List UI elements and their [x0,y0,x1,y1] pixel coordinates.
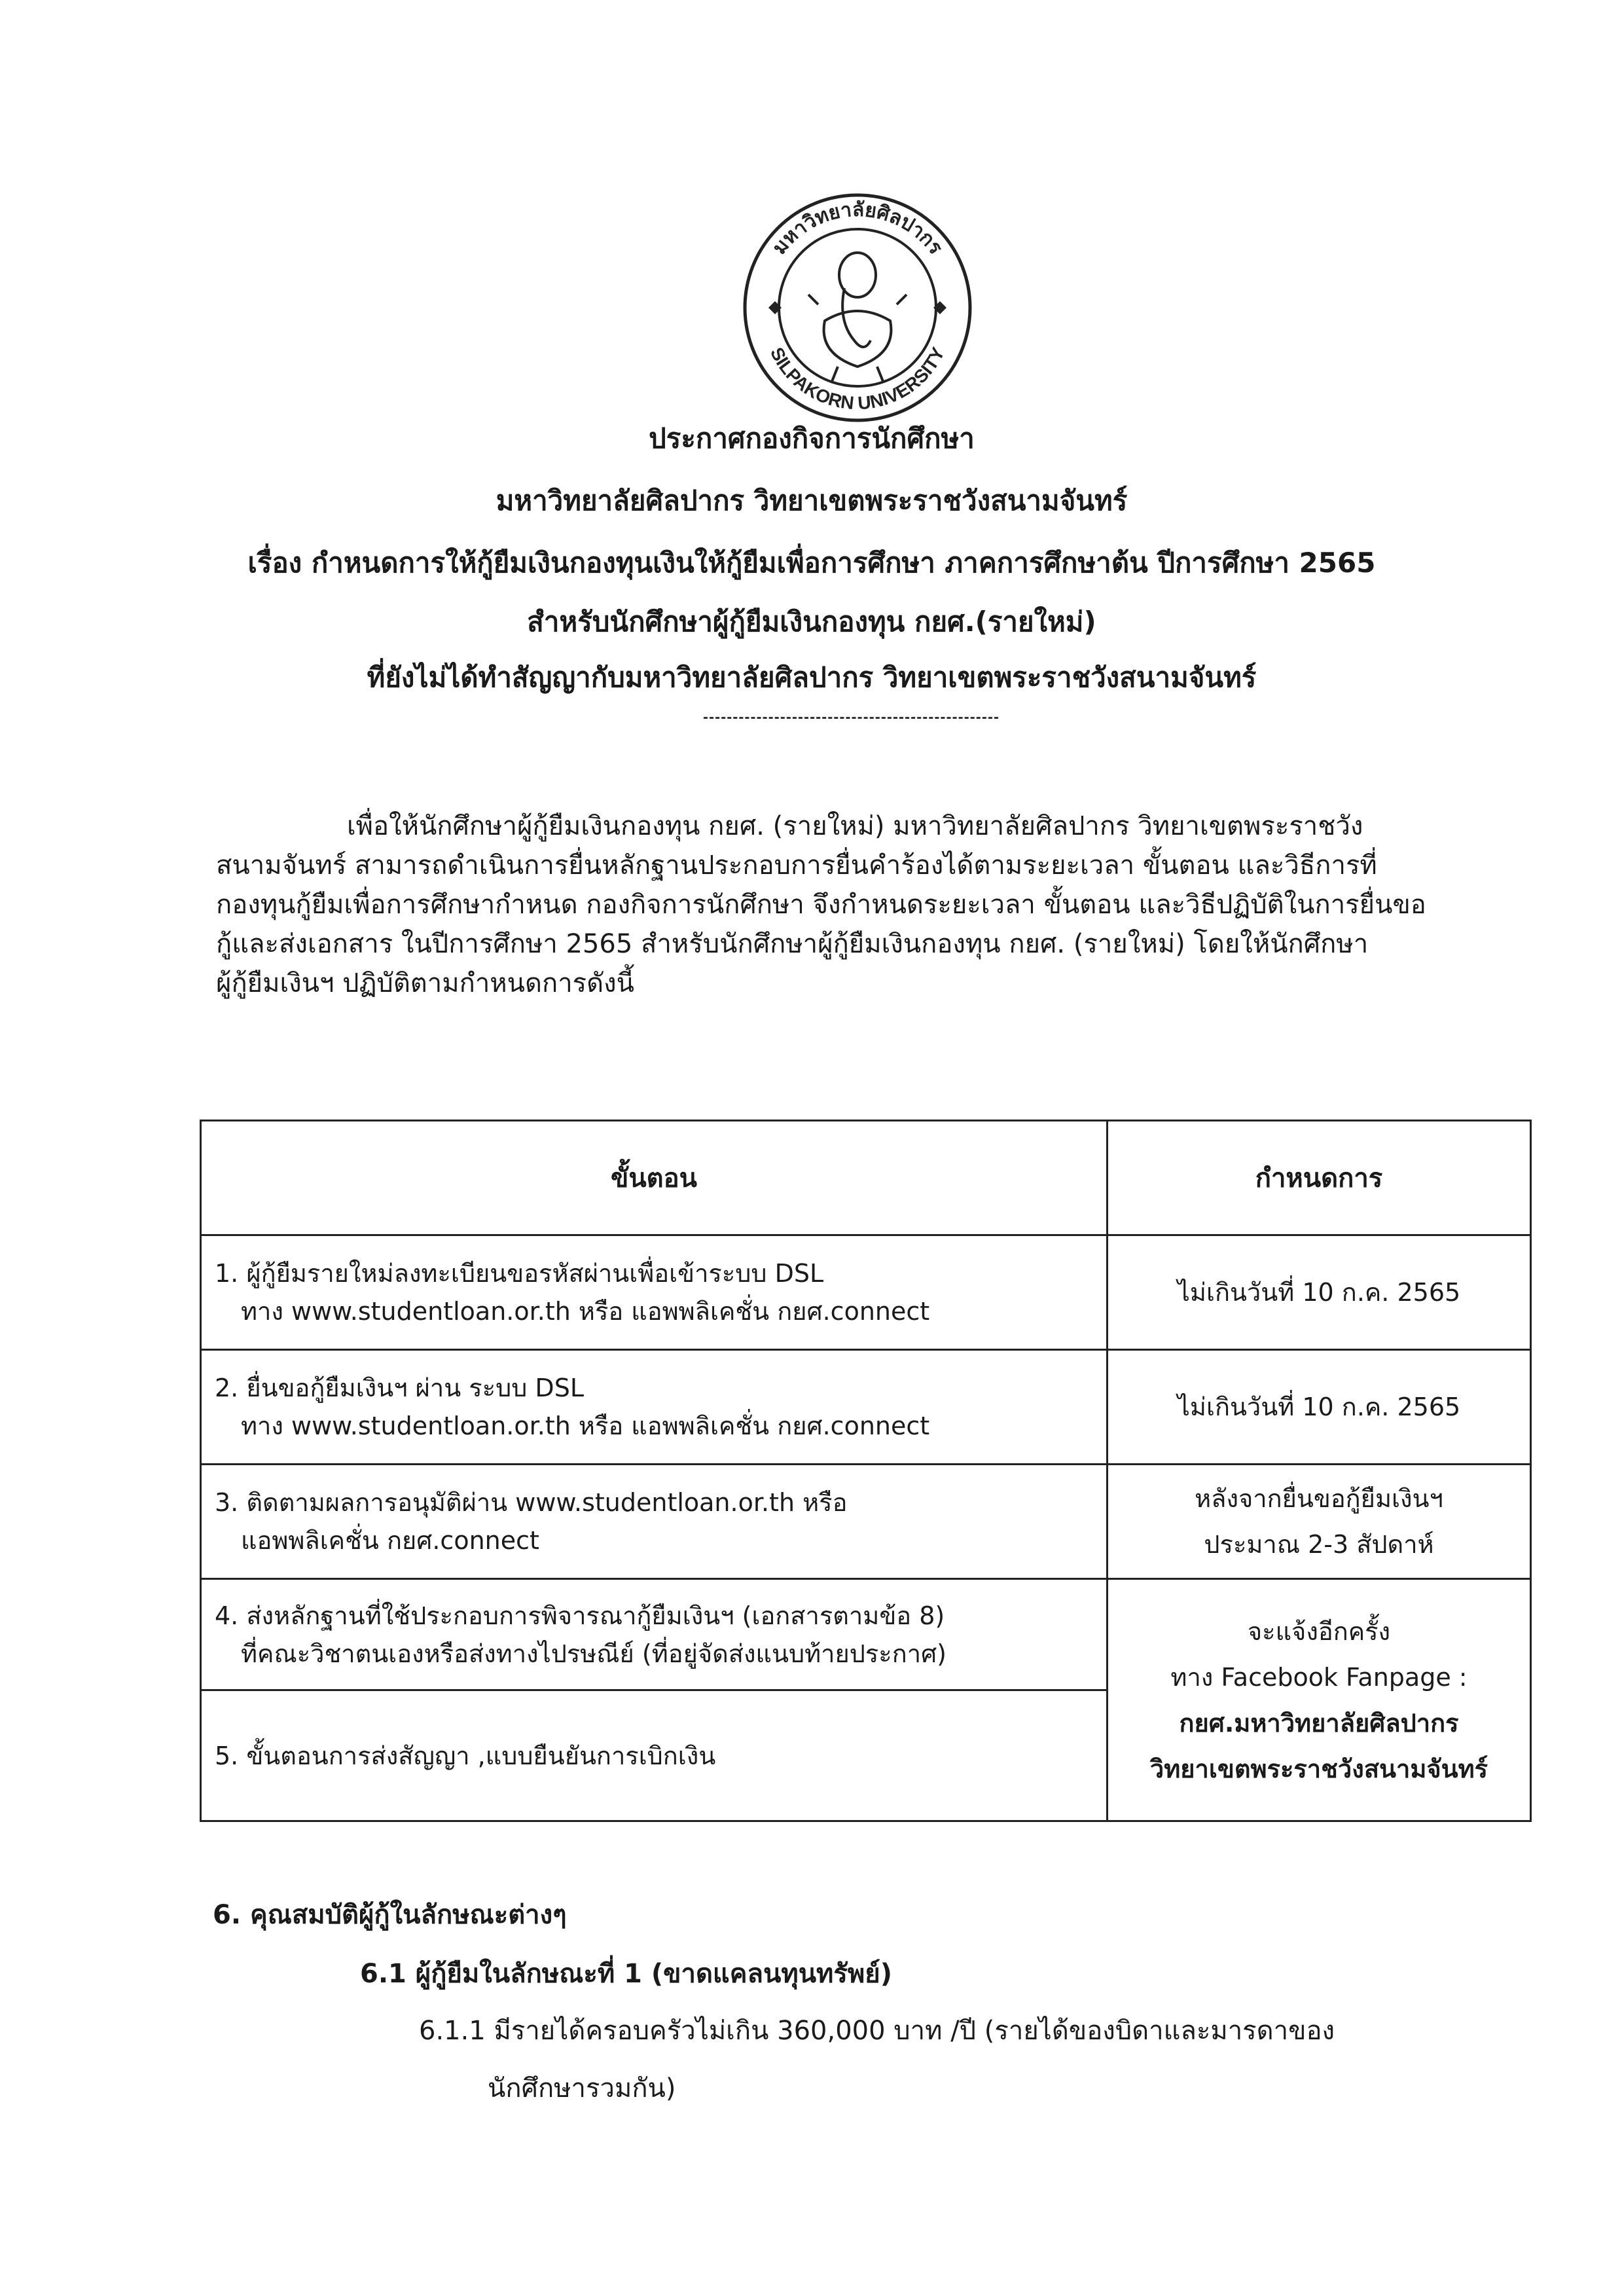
step-cell [201,1690,1108,1821]
announcement-title: ประกาศกองกิจการนักศึกษา [649,422,975,454]
section-6-title: 6. คุณสมบัติผู้กู้ในลักษณะต่างๆ [213,1900,567,1930]
item-6-1-1: 6.1.1 มีรายได้ครอบครัวไม่เกิน 360,000 บาท /ปี (รายได้ของบิดาและมารดาของ [419,2016,1335,2046]
table-row [201,1579,1531,1690]
step-cell [201,1235,1108,1350]
step-text: 1. ผู้กู้ยืมรายใหม่ลงทะเบียนขอรหัสผ่านเพื่อเข้าระบบ DSL [215,1259,824,1288]
step-text: 3. ติดตามผลการอนุมัติผ่าน www.studentloan.or.th หรือ [215,1488,848,1517]
table-row [201,1235,1531,1350]
table-header-row [201,1121,1531,1235]
announcement-condition: ที่ยังไม่ได้ทำสัญญากับมหาวิทยาลัยศิลปากร วิทยาเขตพระราชวังสนามจันทร์ [367,661,1257,693]
table-row [201,1350,1531,1465]
due-text: หลังจากยื่นขอกู้ยืมเงินฯ [1195,1484,1443,1513]
announcement-subject: เรื่อง กำหนดการให้กู้ยืมเงินกองทุนเงินให้กู้ยืมเพื่อการศึกษา ภาคการศึกษาต้น ปีการศึกษา 2565 [247,547,1376,579]
due-fanpage-campus: วิทยาเขตพระราชวังสนามจันทร์ [1149,1754,1488,1783]
section-6-1-title: 6.1 ผู้กู้ยืมในลักษณะที่ 1 (ขาดแคลนทุนทรัพย์) [360,1959,892,1989]
step-cell [201,1350,1108,1465]
step-subtext: แอพพลิเคชั่น กยศ.connect [241,1526,539,1555]
intro-line: สนามจันทร์ สามารถดำเนินการยื่นหลักฐานประกอบการยื่นคำร้องได้ตามระยะเวลา ขั้นตอน และวิธีการที่ [216,850,1377,881]
due-text: ประมาณ 2-3 สัปดาห์ [1204,1530,1434,1559]
title-separator [704,717,998,719]
intro-line: ผู้กู้ยืมเงินฯ ปฏิบัติตามกำหนดการดังนี้ [216,968,634,998]
intro-line: กู้และส่งเอกสาร ในปีการศึกษา 2565 สำหรับนักศึกษาผู้กู้ยืมเงินกองทุน กยศ. (รายใหม่) โดยให้นักศึกษา [216,929,1369,959]
step-text: 5. ขั้นตอนการส่งสัญญา ,แบบยืนยันการเบิกเงิน [215,1741,716,1770]
due-fanpage-name: กยศ.มหาวิทยาลัยศิลปากร [1179,1708,1459,1738]
svg-text:SILPAKORN UNIVERSITY: SILPAKORN UNIVERSITY [766,344,949,414]
university-campus: มหาวิทยาลัยศิลปากร วิทยาเขตพระราชวังสนามจันทร์ [496,484,1128,517]
due-cell: ไม่เกินวันที่ 10 ก.ค. 2565 [1108,1235,1531,1350]
intro-line: เพื่อให้นักศึกษาผู้กู้ยืมเงินกองทุน กยศ. (รายใหม่) มหาวิทยาลัยศิลปากร วิทยาเขตพระราชวัง [347,811,1363,841]
column-header-step: ขั้นตอน [201,1121,1108,1235]
column-header-due: กำหนดการ [1108,1121,1531,1235]
step-cell [201,1579,1108,1690]
step-text: 4. ส่งหลักฐานที่ใช้ประกอบการพิจารณากู้ยืมเงินฯ (เอกสารตามข้อ 8) [215,1601,945,1630]
due-text: ทาง Facebook Fanpage : [1170,1662,1468,1692]
intro-line: กองทุนกู้ยืมเพื่อการศึกษากำหนด กองกิจการนักศึกษา จึงกำหนดระยะเวลา ขั้นตอน และวิธีปฏิบัติในการยื่นขอ [216,890,1426,920]
due-text: จะแจ้งอีกครั้ง [1247,1616,1391,1646]
university-seal [740,190,975,426]
step-subtext: ที่คณะวิชาตนเองหรือส่งทางไปรษณีย์ (ที่อยู่จัดส่งแนบท้ายประกาศ) [241,1639,947,1668]
step-cell [201,1465,1108,1579]
due-cell: ไม่เกินวันที่ 10 ก.ค. 2565 [1108,1350,1531,1465]
due-cell [1108,1465,1531,1579]
schedule-table [200,1120,1532,1822]
step-subtext: ทาง www.studentloan.or.th หรือ แอพพลิเคชั่น กยศ.connect [241,1297,930,1326]
item-6-1-1-continued: นักศึกษารวมกัน) [488,2073,676,2104]
step-subtext: ทาง www.studentloan.or.th หรือ แอพพลิเคชั่น กยศ.connect [241,1412,930,1440]
svg-text:มหาวิทยาลัยศิลปากร: มหาวิทยาลัยศิลปากร [768,198,947,259]
intro-paragraph [216,807,1479,1003]
table-row [201,1465,1531,1579]
due-cell-merged [1108,1579,1531,1821]
announcement-audience: สำหรับนักศึกษาผู้กู้ยืมเงินกองทุน กยศ.(รายใหม่) [527,606,1096,638]
step-text: 2. ยื่นขอกู้ยืมเงินฯ ผ่าน ระบบ DSL [215,1374,584,1402]
